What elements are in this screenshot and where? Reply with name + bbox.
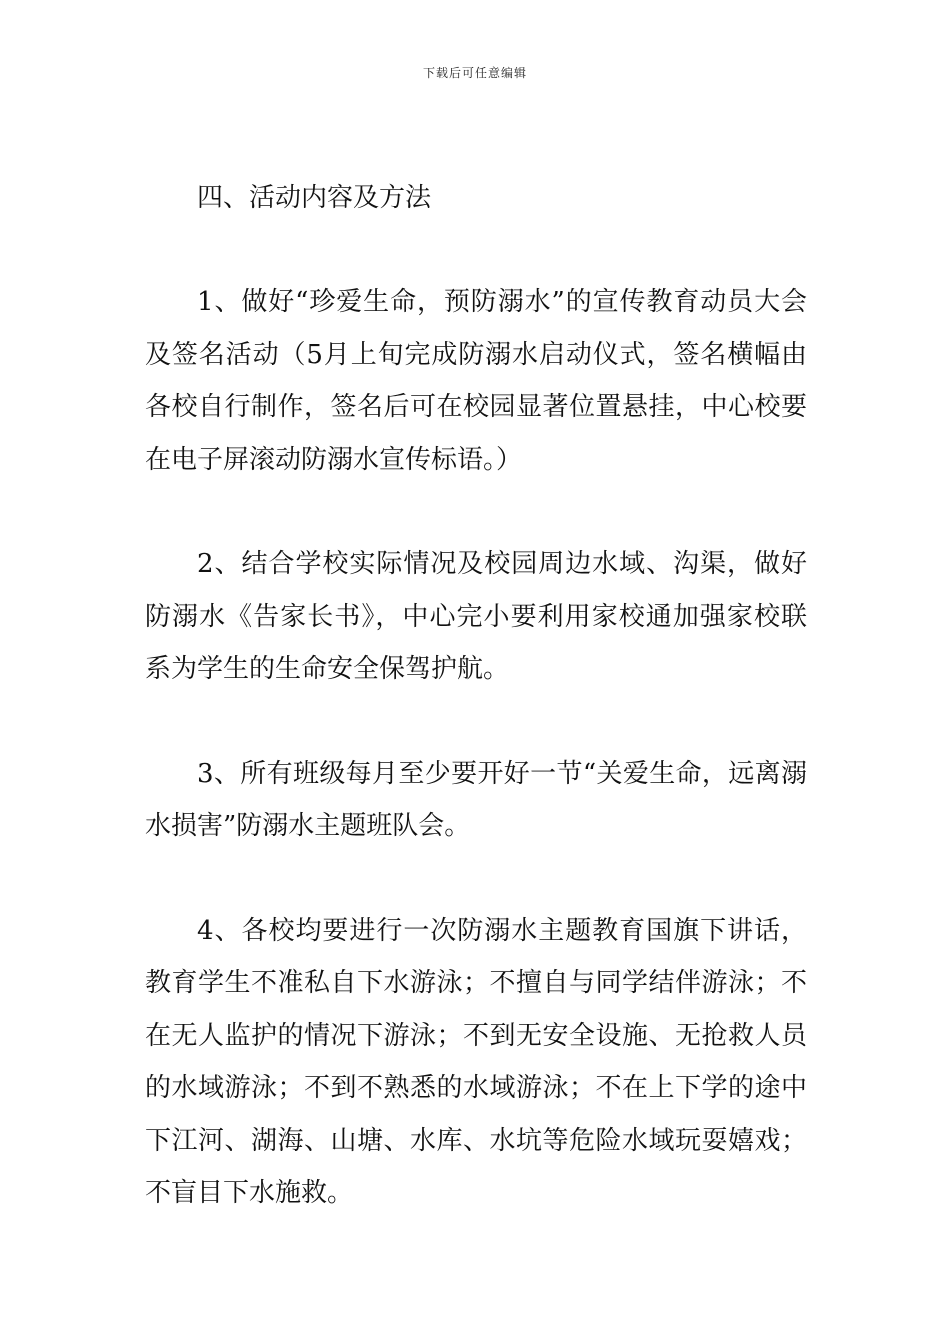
page-header-note: 下载后可任意编辑: [422, 66, 527, 80]
paragraph-item-3: 3、所有班级每月至少要开好一节“关爱生命，远离溺水损害”防溺水主题班队会。: [145, 758, 807, 841]
paragraph-item-1: 1、做好“珍爱生命，预防溺水”的宣传教育动员大会及签名活动（5月上旬完成防溺水启动仪式，签名横幅由各校自行制作，签名后可在校园显著位置悬挂，中心校要在电子屏滚动防溺水宣传标语。）: [145, 287, 807, 475]
document-body: [145, 172, 807, 1272]
section-heading: 四、活动内容及方法: [197, 183, 432, 213]
paragraph-item-4: 4、各校均要进行一次防溺水主题教育国旗下讲话，教育学生不准私自下水游泳；不擅自与同学结伴游泳；不在无人监护的情况下游泳；不到无安全设施、无抢救人员的水域游泳；不到不熟悉的水域游泳；不在上下学的途中下江河、湖海、山塘、水库、水坑等危险水域玩耍嬉戏；不盲目下水施救。: [145, 915, 807, 1208]
paragraph-item-2: 2、结合学校实际情况及校园周边水域、沟渠，做好防溺水《告家长书》，中心完小要利用家校通加强家校联系为学生的生命安全保驾护航。: [145, 549, 807, 684]
